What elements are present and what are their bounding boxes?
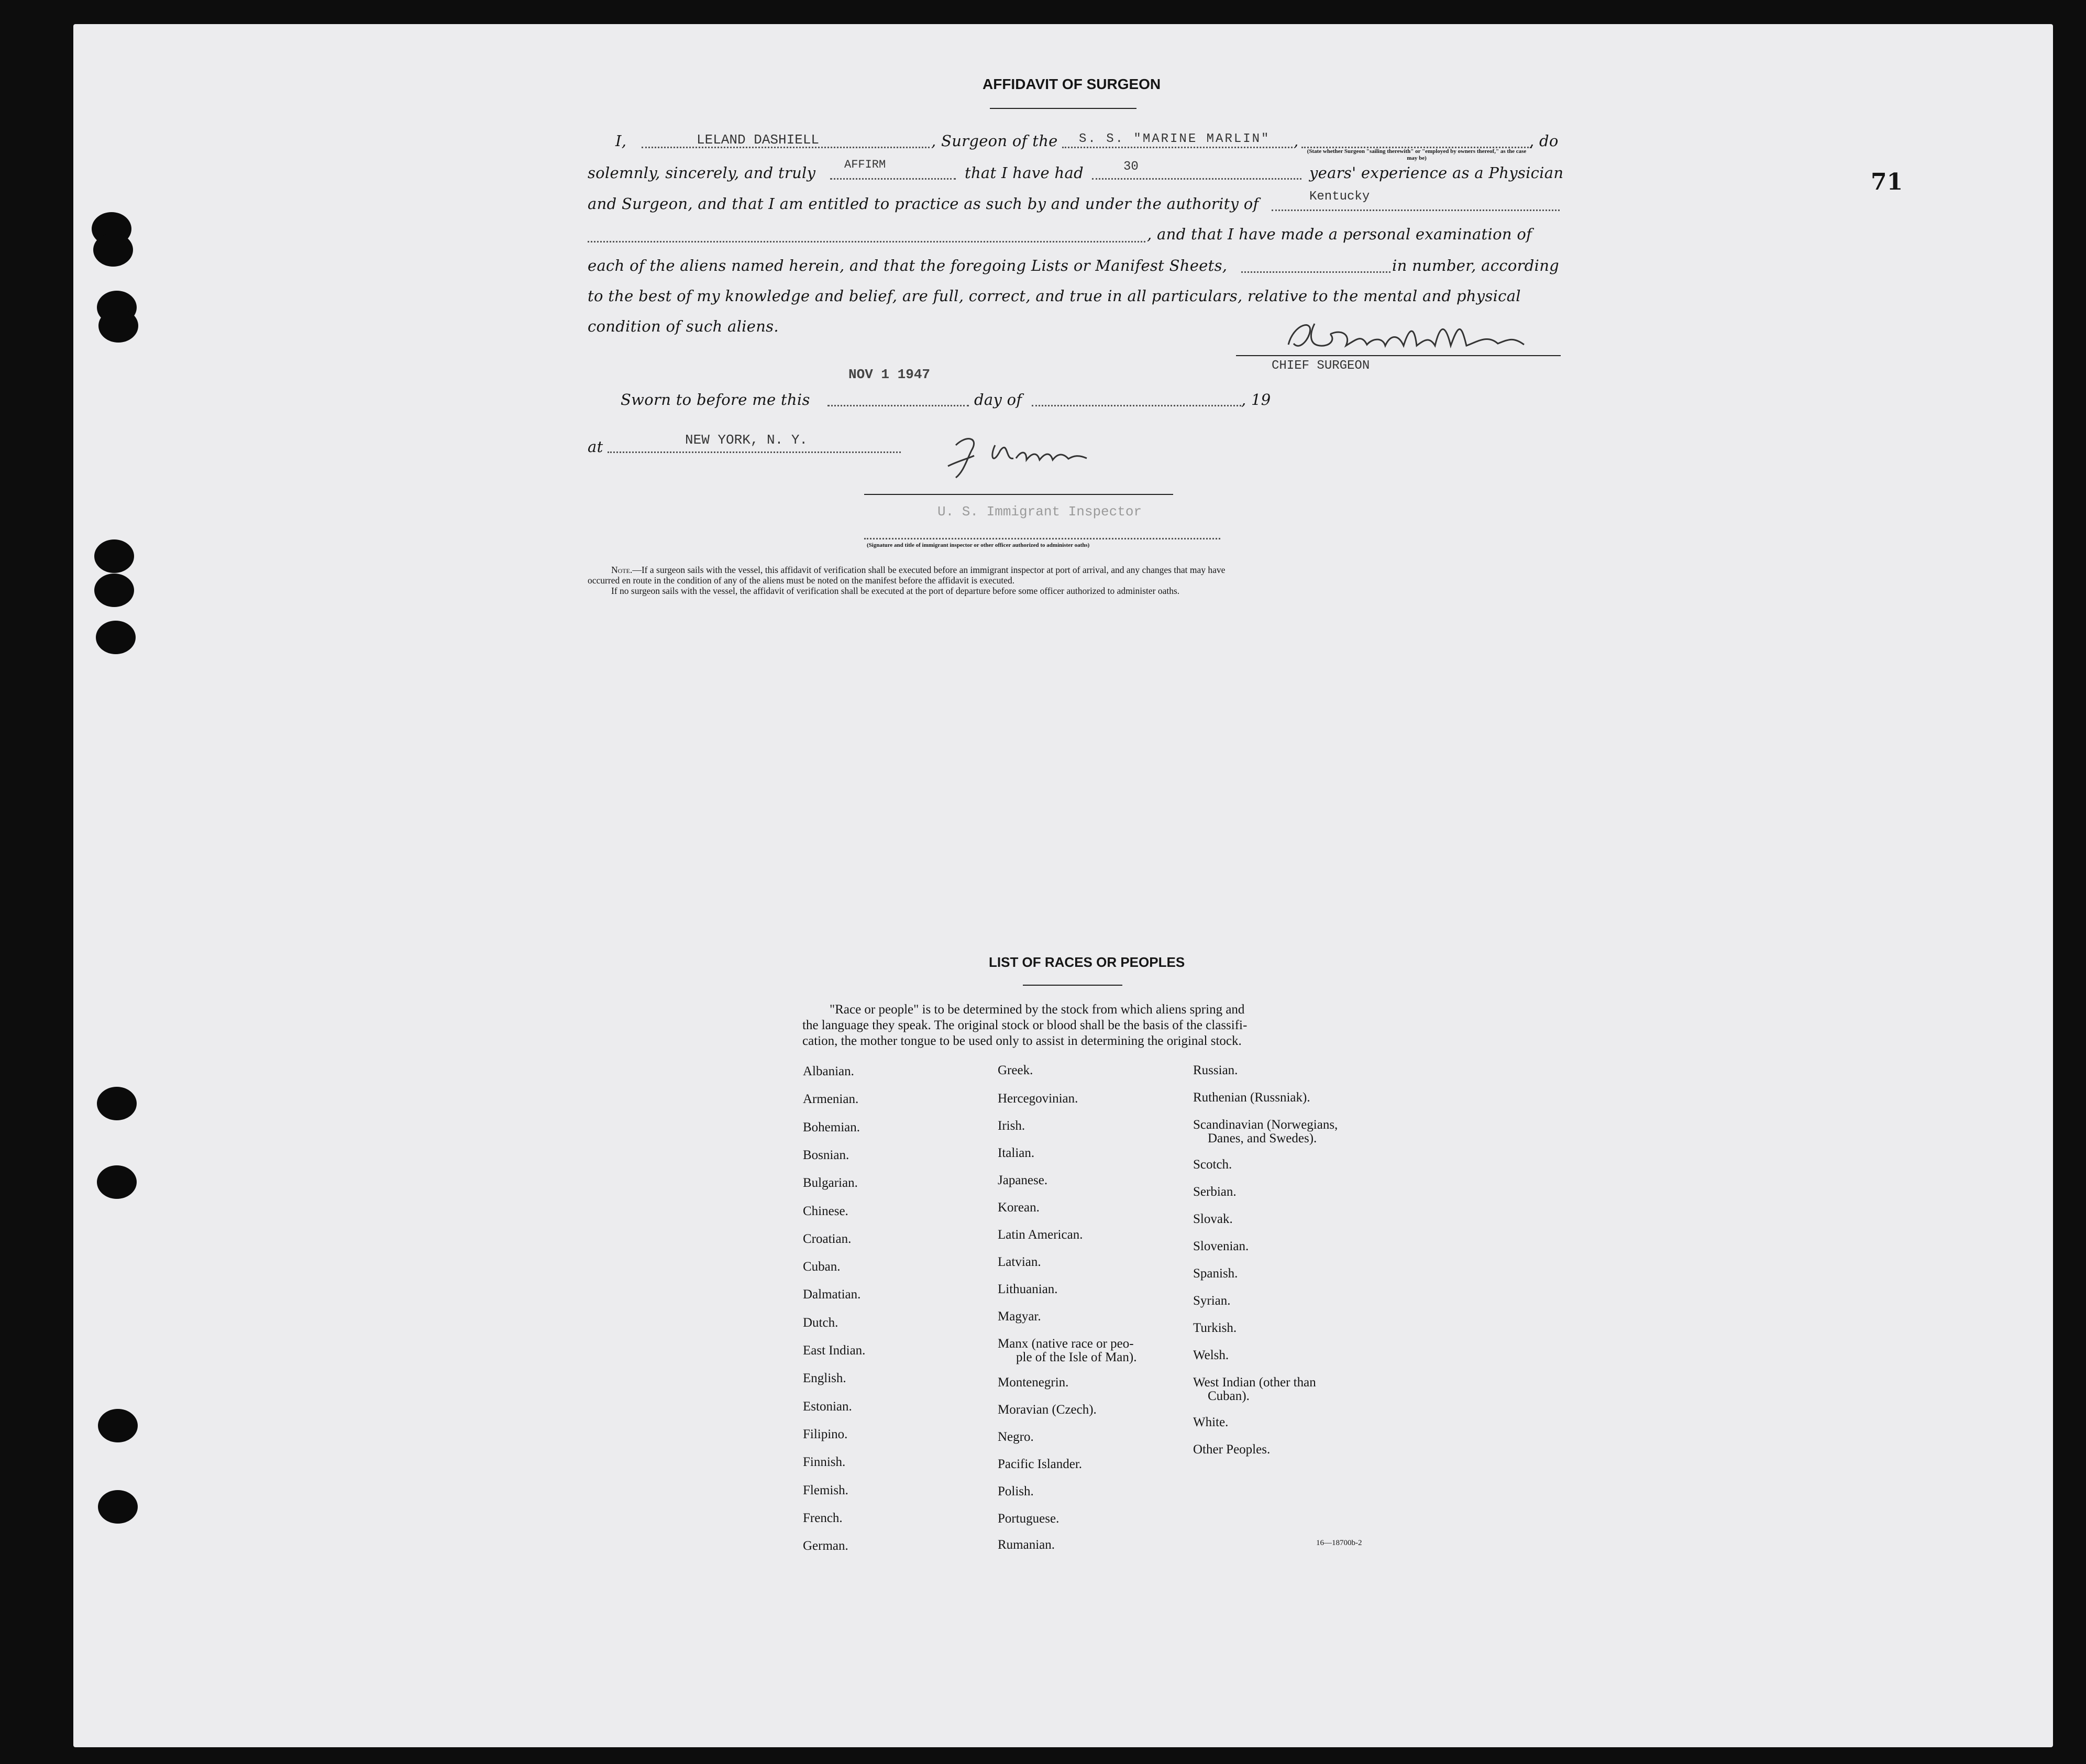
page-number: 71 bbox=[1871, 169, 1903, 195]
race-item: German. bbox=[803, 1539, 848, 1553]
races-intro bbox=[802, 1002, 1247, 1049]
race-item: Finnish. bbox=[803, 1455, 846, 1469]
race-item: Spanish. bbox=[1193, 1266, 1238, 1281]
affidavit-text: at bbox=[588, 438, 603, 456]
race-item: Greek. bbox=[998, 1063, 1033, 1077]
officer-title: U. S. Immigrant Inspector bbox=[937, 504, 1142, 520]
race-item: Bulgarian. bbox=[803, 1176, 858, 1190]
race-item: Estonian. bbox=[803, 1399, 852, 1414]
punch-hole bbox=[98, 1409, 138, 1442]
affirm-value: AFFIRM bbox=[844, 158, 886, 171]
race-item: Negro. bbox=[998, 1430, 1034, 1444]
races-title-underline bbox=[1023, 985, 1122, 986]
race-item: Flemish. bbox=[803, 1483, 848, 1497]
punch-hole bbox=[97, 1087, 137, 1120]
races-title: LIST OF RACES OR PEOPLES bbox=[989, 954, 1185, 970]
race-item: Other Peoples. bbox=[1193, 1442, 1271, 1457]
race-item: Albanian. bbox=[803, 1064, 854, 1078]
punch-hole bbox=[93, 233, 133, 267]
place-value: NEW YORK, N. Y. bbox=[685, 432, 808, 448]
race-item: East Indian. bbox=[803, 1343, 866, 1358]
races-intro-line: "Race or people" is to be determined by the stock from which aliens spring and bbox=[830, 1002, 1245, 1017]
officer-signature-line bbox=[864, 494, 1173, 495]
race-item: Magyar. bbox=[998, 1309, 1041, 1324]
race-item: Scotch. bbox=[1193, 1157, 1232, 1172]
surgeon-signature-line bbox=[1236, 355, 1561, 356]
years-field-line bbox=[1092, 178, 1301, 180]
race-item: Turkish. bbox=[1193, 1321, 1237, 1335]
affirm-field-line bbox=[830, 178, 956, 180]
race-item: Croatian. bbox=[803, 1232, 852, 1246]
race-item: Scandinavian (Norwegians, bbox=[1193, 1118, 1338, 1132]
race-item: Latvian. bbox=[998, 1255, 1041, 1269]
race-item: Pacific Islander. bbox=[998, 1457, 1083, 1471]
punch-hole bbox=[94, 574, 134, 607]
race-item: Filipino. bbox=[803, 1427, 848, 1441]
race-item: Japanese. bbox=[998, 1173, 1048, 1187]
officer-caption: (Signature and title of immigrant inspector or other officer authorized to administer oaths) bbox=[867, 542, 1090, 548]
race-item: Slovenian. bbox=[1193, 1239, 1249, 1253]
document-page bbox=[73, 24, 2053, 1747]
affidavit-text: that I have had bbox=[965, 164, 1084, 182]
races-intro-line: cation, the mother tongue to be used only to assist in determining the original stock. bbox=[802, 1034, 1242, 1048]
affidavit-text: , Surgeon of the bbox=[931, 132, 1058, 150]
note-line: occurred en route in the condition of any of the aliens must be noted on the manifest before the affidavit is executed. bbox=[588, 575, 1015, 586]
inspector-signature bbox=[943, 429, 1095, 482]
race-item: Dalmatian. bbox=[803, 1287, 861, 1302]
sheets-count-field-line bbox=[1241, 271, 1390, 273]
affidavit-title: AFFIDAVIT OF SURGEON bbox=[983, 76, 1161, 92]
race-item: English. bbox=[803, 1371, 846, 1385]
affidavit-text: years' experience as a Physician bbox=[1309, 164, 1564, 182]
surgeon-name-value: LELAND DASHIELL bbox=[697, 132, 820, 148]
affidavit-text: I, bbox=[615, 132, 627, 150]
affidavit-text: condition of such aliens. bbox=[588, 317, 779, 335]
race-item: Rumanian. bbox=[998, 1538, 1055, 1552]
ship-name-value: S. S. "MARINE MARLIN" bbox=[1079, 132, 1271, 146]
race-item: Montenegrin. bbox=[998, 1375, 1069, 1390]
affidavit-text: in number, according bbox=[1392, 257, 1560, 274]
race-item: Armenian. bbox=[803, 1092, 859, 1106]
affidavit-text: each of the aliens named herein, and that the foregoing Lists or Manifest Sheets, bbox=[588, 257, 1228, 274]
affidavit-text: day of bbox=[974, 391, 1022, 409]
punch-hole bbox=[96, 621, 136, 654]
race-item: Bohemian. bbox=[803, 1120, 860, 1134]
punch-hole bbox=[97, 1165, 137, 1199]
race-item: Russian. bbox=[1193, 1063, 1238, 1077]
race-item: Cuban). bbox=[1208, 1389, 1250, 1403]
race-item: Syrian. bbox=[1193, 1294, 1231, 1308]
race-item: Slovak. bbox=[1193, 1212, 1233, 1226]
affidavit-text: , 19 bbox=[1241, 391, 1271, 409]
note-paragraph bbox=[588, 565, 1562, 596]
affidavit-text: , and that I have made a personal examination of bbox=[1147, 225, 1532, 243]
race-item: Bosnian. bbox=[803, 1148, 849, 1162]
races-intro-line: the language they speak. The original stock or blood shall be the basis of the classifi- bbox=[802, 1018, 1248, 1032]
affidavit-text: , bbox=[1294, 132, 1299, 150]
note-line: If no surgeon sails with the vessel, the affidavit of verification shall be executed at the port of departure before some officer authorized to administer oaths. bbox=[611, 586, 1180, 596]
punch-hole bbox=[94, 539, 134, 573]
affidavit-text: to the best of my knowledge and belief, are full, correct, and true in all particulars, relative to the mental and physical bbox=[588, 287, 1521, 305]
race-item: Moravian (Czech). bbox=[998, 1403, 1097, 1417]
authority-field-line bbox=[1272, 210, 1560, 211]
officer-title-line bbox=[864, 538, 1220, 539]
race-item: West Indian (other than bbox=[1193, 1375, 1316, 1390]
authority-continuation-line bbox=[588, 241, 1145, 242]
years-value: 30 bbox=[1123, 160, 1139, 174]
note-line: —If a surgeon sails with the vessel, this affidavit of verification shall be executed before an immigrant inspector at port of arrival, and any changes that may have bbox=[632, 565, 1226, 575]
note-label: Note. bbox=[611, 565, 633, 575]
race-item: Korean. bbox=[998, 1200, 1040, 1215]
race-item: Danes, and Swedes). bbox=[1208, 1131, 1317, 1145]
affidavit-text: Sworn to before me this bbox=[621, 391, 810, 409]
affidavit-text: solemnly, sincerely, and truly bbox=[588, 164, 816, 182]
race-item: White. bbox=[1193, 1415, 1229, 1429]
race-item: ple of the Isle of Man). bbox=[1016, 1350, 1137, 1364]
sworn-month-field-line bbox=[1032, 405, 1241, 406]
punch-hole bbox=[98, 1490, 138, 1524]
title-underline bbox=[990, 108, 1136, 109]
race-item: Italian. bbox=[998, 1146, 1035, 1160]
race-item: Irish. bbox=[998, 1119, 1025, 1133]
date-stamp: NOV 1 1947 bbox=[848, 367, 931, 382]
race-item: Ruthenian (Russniak). bbox=[1193, 1090, 1310, 1105]
race-item: Lithuanian. bbox=[998, 1282, 1058, 1296]
form-number: 16—18700b-2 bbox=[1316, 1539, 1362, 1547]
punch-hole bbox=[98, 309, 138, 343]
affidavit-text: , do bbox=[1529, 132, 1559, 150]
race-item: French. bbox=[803, 1511, 843, 1525]
affidavit-text: and Surgeon, and that I am entitled to practice as such by and under the authority of bbox=[588, 195, 1259, 213]
place-field-line bbox=[608, 451, 901, 453]
authority-value: Kentucky bbox=[1309, 190, 1370, 204]
race-item: Manx (native race or peo- bbox=[998, 1337, 1134, 1351]
race-item: Chinese. bbox=[803, 1204, 848, 1218]
race-item: Latin American. bbox=[998, 1228, 1083, 1242]
race-item: Cuban. bbox=[803, 1260, 841, 1274]
surgeon-title: CHIEF SURGEON bbox=[1272, 359, 1370, 373]
sailing-status-hint: (State whether Surgeon "sailing therewith" or "employed by owners thereof," as the case may be) bbox=[1307, 148, 1527, 161]
race-item: Hercegovinian. bbox=[998, 1092, 1078, 1106]
ship-field-line bbox=[1062, 147, 1293, 148]
sworn-day-field-line bbox=[827, 405, 969, 406]
race-item: Dutch. bbox=[803, 1316, 838, 1330]
race-item: Welsh. bbox=[1193, 1348, 1229, 1362]
race-item: Polish. bbox=[998, 1484, 1034, 1498]
race-item: Portuguese. bbox=[998, 1512, 1059, 1526]
race-item: Serbian. bbox=[1193, 1185, 1237, 1199]
